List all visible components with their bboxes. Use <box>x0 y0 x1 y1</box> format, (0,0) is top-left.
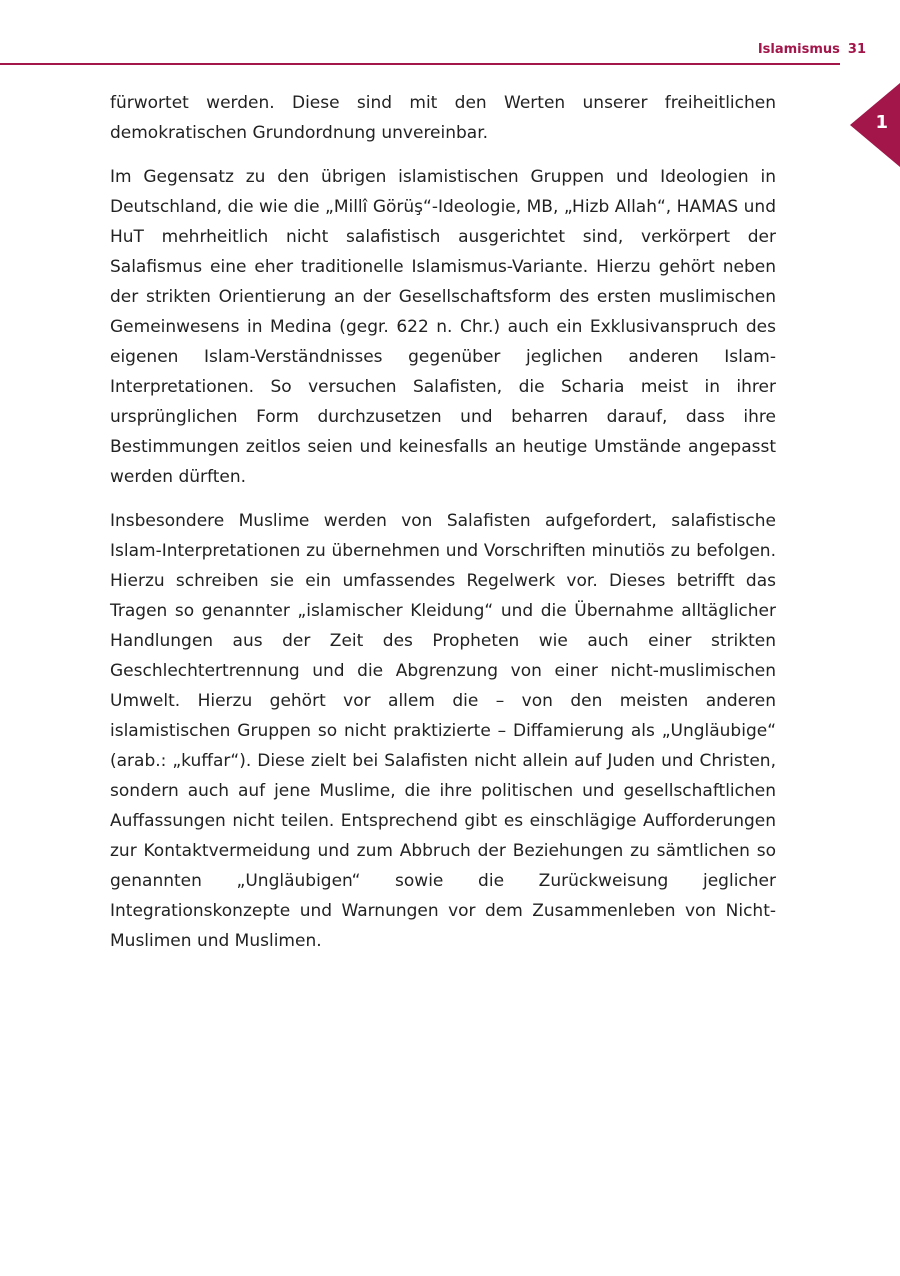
body-text <box>110 88 776 970</box>
paragraph: fürwortet werden. Diese sind mit den Werten unserer freiheitlichen demokratischen Grundordnung unvereinbar. <box>110 93 776 143</box>
section-title: Islamismus <box>757 42 840 57</box>
paragraph: Im Gegensatz zu den übrigen islamistischen Gruppen und Ideologien in Deutschland, die wie die „Millî Görüş“-Ideologie, MB, „Hizb Allah“, HAMAS und HuT mehrheitlich nicht salafistisch ausgerichtet sind, verkörpert der Salafismus eine eher traditionelle Islamismus-Variante. Hierzu gehört neben der strikten Orientierung an der Gesellschaftsform des ersten muslimischen Gemeinwesens in Medina (gegr. 622 n. Chr.) auch ein Exklusivanspruch des eigenen Islam-Verständnisses gegenüber jeglichen anderen Islam-Interpretationen. So versuchen Salafisten, die Scharia meist in ihrer ursprünglichen Form durchzusetzen und beharren darauf, dass ihre Bestimmungen zeitlos seien und keinesfalls an heutige Umstände angepasst werden dürften. <box>110 167 776 487</box>
page-number: 31 <box>847 42 866 57</box>
running-header <box>758 42 866 57</box>
chapter-number: 1 <box>875 112 888 133</box>
header-rule <box>0 63 840 65</box>
paragraph: Insbesondere Muslime werden von Salafisten aufgefordert, salafistische Islam-Interpretationen zu übernehmen und Vorschriften minutiös zu befolgen. Hierzu schreiben sie ein umfassendes Regelwerk vor. Dieses betrifft das Tragen so genannter „islamischer Kleidung“ und die Übernahme alltäglicher Handlungen aus der Zeit des Propheten wie auch einer strikten Geschlechtertrennung und die Abgrenzung von einer nicht-muslimischen Umwelt. Hierzu gehört vor allem die – von den meisten anderen islamistischen Gruppen so nicht praktizierte – Diffamierung als „Ungläubige“ (arab.: „kuffar“). Diese zielt bei Salafisten nicht allein auf Juden und Christen, sondern auch auf jene Muslime, die ihre politischen und gesellschaftlichen Auffassungen nicht teilen. Entsprechend gibt es einschlägige Aufforderungen zur Kontaktvermeidung und zum Abbruch der Beziehungen zu sämtlichen so genannten „Ungläubigen“ sowie die Zurückweisung jeglicher Integrationskonzepte und Warnungen vor dem Zusammenleben von Nicht-Muslimen und Muslimen. <box>110 511 776 951</box>
